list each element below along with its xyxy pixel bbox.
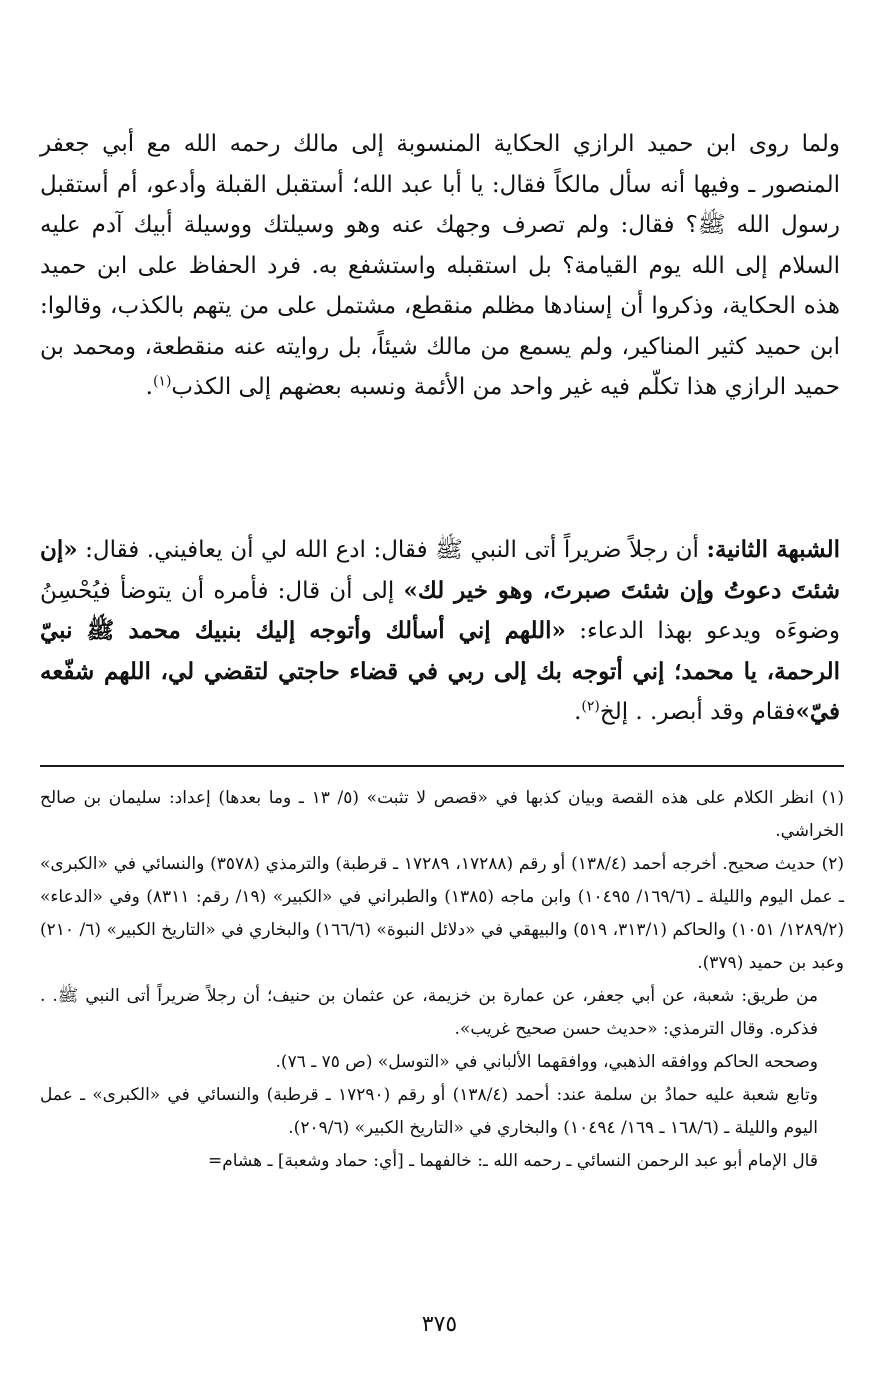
paragraph-2-text-2: إلى أن قال: فأمره أن يتوضأ فيُحْسِنُ وضوءَه ويدعو بهذا الدعاء: <box>40 577 840 644</box>
footnote-ref-2: (٢) <box>581 698 600 715</box>
footnote-2-nasai-comment: قال الإمام أبو عبد الرحمن النسائي ـ رحمه الله ـ: خالفهما ـ [أي: حماد وشعبة] ـ هشام= <box>208 1151 818 1171</box>
paragraph-2-text-1: أن رجلاً ضريراً أتى النبي ﷺ فقال: ادع الله لي أن يعافيني. فقال: <box>77 537 707 563</box>
footnote-ref-1: (١) <box>152 373 172 390</box>
section-heading: الشبهة الثانية: <box>706 536 841 563</box>
page-number: ٣٧٥ <box>421 1312 458 1337</box>
footnotes-section <box>40 782 844 1178</box>
footnote-1: (١) انظر الكلام على هذه القصة وبيان كذبها في «قصص لا تثبت» (٥/ ١٣ ـ وما بعدها) إعداد: سليمان بن صالح الخراشي. <box>40 788 844 841</box>
footnote-2-corroboration: وتابع شعبة عليه حمادُ بن سلمة عند: أحمد (١٣٨/٤) أو رقم (١٧٢٩٠ ـ قرطبة) والنسائي في «الكبرى» ـ عمل اليوم والليلة ـ (١٦٨/٦ ـ ١٦٩/ ١٠٤٩٤) والبخاري في «التاريخ الكبير» (٢٠٩/٦). <box>40 1085 819 1138</box>
footnote-2-authentication: وصححه الحاكم ووافقه الذهبي، ووافقهما الألباني في «التوسل» (ص ٧٥ ـ ٧٦). <box>275 1052 818 1072</box>
main-paragraph-2 <box>40 530 840 733</box>
hadith-quote-2: «اللهم إني أسألك وأتوجه إليك بنبيك محمد ﷺ نبيّ الرحمة، يا محمد؛ إني أتوجه بك إلى ربي في قضاء حاجتي لتقضي لي، اللهم شفّعه فيّ» <box>40 617 840 725</box>
paragraph-1-end: . <box>145 374 153 400</box>
hadith-quote-1: «إن شئتَ دعوتُ وإن شئتَ صبرتَ، وهو خير لك» <box>40 536 840 604</box>
footnote-2: (٢) حديث صحيح. أخرجه أحمد (١٣٨/٤) أو رقم (١٧٢٨٨، ١٧٢٨٩ ـ قرطبة) والترمذي (٣٥٧٨) والنسائي في «الكبرى» ـ عمل اليوم والليلة ـ (١٦٩/٦/ ١٠٤٩٥) وابن ماجه (١٣٨٥) والطبراني في «الكبير» (١٩/ رقم: ٨٣١١) وفي «الدعاء» (١٢٨٩/٢/ ١٠٥١) والحاكم (٣١٣/١، ٥١٩) والبيهقي في «دلائل النبوة» (١٦٦/٦) والبخاري في «التاريخ الكبير» (٦/ ٢١٠) وعبد بن حميد (٣٧٩). <box>40 854 844 973</box>
paragraph-2-end: . <box>574 699 582 725</box>
main-paragraph-1 <box>40 124 840 408</box>
paragraph-1-text: ولما روى ابن حميد الرازي الحكاية المنسوبة إلى مالك رحمه الله مع أبي جعفر المنصور ـ وفيها أنه سأل مالكاً فقال: يا أبا عبد الله؛ أستقبل القبلة وأدعو، أم أستقبل رسول الله ﷺ؟ فقال: ولم تصرف وجهك عنه وهو وسيلتك ووسيلة أبيك آدم عليه السلام إلى الله يوم القيامة؟ بل استقبله واستشفع به. فرد الحفاظ على ابن حميد هذه الحكاية، وذكروا أن إسنادها مظلم منقطع، مشتمل على من يتهم بالكذب، وقالوا: ابن حميد كثير المناكير، ولم يسمع من مالك شيئاً، بل روايته عنه منقطعة، ومحمد بن حميد الرازي هذا تكلّم فيه غير واحد من الأئمة ونسبه بعضهم إلى الكذب <box>40 131 840 400</box>
paragraph-2-text-3: فقام وقد أبصر. . إلخ <box>599 699 796 725</box>
footnote-divider <box>40 765 844 767</box>
footnote-2-chain: من طريق: شعبة، عن أبي جعفر، عن عمارة بن خزيمة، عن عثمان بن حنيف؛ أن رجلاً ضريراً أتى النبي ﷺ. . فذكره. وقال الترمذي: «حديث حسن صحيح غريب». <box>40 986 818 1039</box>
